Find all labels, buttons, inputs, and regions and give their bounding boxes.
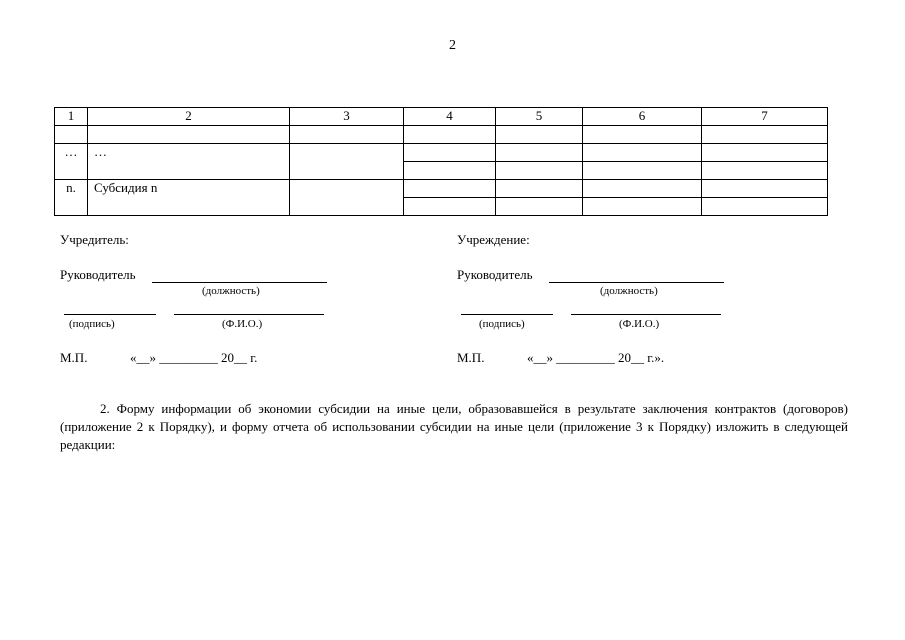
institution-seal: М.П.	[457, 350, 485, 365]
founder-signature-line	[64, 314, 156, 315]
table-row-n	[55, 180, 828, 198]
header-cell: 1	[55, 108, 88, 126]
header-cell: 3	[290, 108, 404, 126]
subsidy-table	[54, 107, 828, 216]
table-row-dots	[55, 144, 828, 162]
founder-title: Учредитель:	[60, 232, 129, 247]
page-number: 2	[449, 38, 456, 53]
founder-seal: М.П.	[60, 350, 88, 365]
row-name-cell: Субсидия n	[88, 180, 290, 216]
founder-fio-caption: (Ф.И.О.)	[222, 318, 263, 330]
institution-fio-caption: (Ф.И.О.)	[619, 318, 660, 330]
founder-position-line	[152, 282, 327, 283]
header-cell: 4	[404, 108, 496, 126]
table-row-empty	[55, 126, 828, 144]
founder-signature-block	[60, 232, 360, 372]
table-header-row	[55, 108, 828, 126]
institution-date: «__» _________ 20__ г.».	[527, 350, 665, 365]
institution-signature-caption: (подпись)	[479, 318, 525, 330]
founder-position-caption: (должность)	[202, 285, 260, 297]
header-cell: 7	[702, 108, 828, 126]
institution-title: Учреждение:	[457, 232, 530, 247]
founder-fio-line	[174, 314, 324, 315]
institution-signature-block	[457, 232, 757, 372]
row-number-cell: …	[55, 144, 88, 180]
institution-signature-line	[461, 314, 553, 315]
institution-fio-line	[571, 314, 721, 315]
founder-date: «__» _________ 20__ г.	[130, 350, 258, 365]
row-number-cell: n.	[55, 180, 88, 216]
institution-head-label: Руководитель	[457, 267, 533, 282]
header-cell: 6	[583, 108, 702, 126]
row-name-cell: …	[88, 144, 290, 180]
institution-position-line	[549, 282, 724, 283]
institution-position-caption: (должность)	[600, 285, 658, 297]
founder-head-label: Руководитель	[60, 267, 136, 282]
paragraph-text: 2. Форму информации об экономии субсидии на иные цели, образовавшейся в результате заключения контрактов (договоров) (приложение 2 к Порядку), и форму отчета об использовании субсидии на иные цели (приложение 3 к Порядку) изложить в следующей редакции:	[60, 401, 848, 452]
founder-signature-caption: (подпись)	[69, 318, 115, 330]
header-cell: 2	[88, 108, 290, 126]
header-cell: 5	[496, 108, 583, 126]
